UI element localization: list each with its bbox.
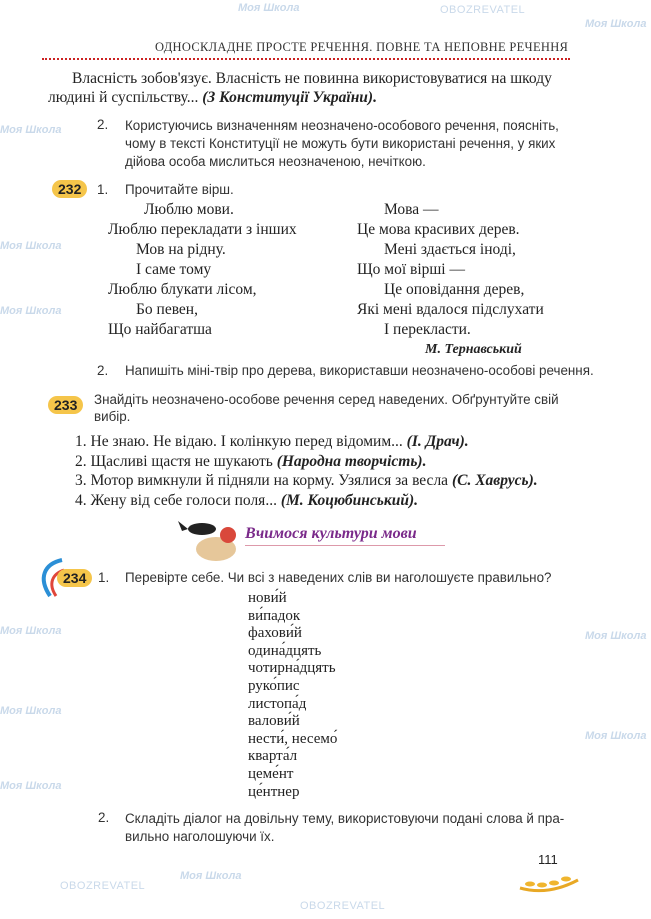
line: Користуючись визначенням неозначено-особового речення, поясніть, <box>125 118 559 133</box>
ex232-task2: Напишіть міні-твір про дерева, використавши неозначено-особові речення. <box>125 363 594 378</box>
bird-flower-icon <box>178 515 244 565</box>
line: Складіть діалог на довільну тему, використовуючи подані слова й пра- <box>125 811 565 826</box>
sentence-text: 4. Жену від себе голоси поля... <box>75 491 277 509</box>
line: Знайдіть неозначено-особове речення серед наведених. Обґрунтуйте свій <box>94 392 559 407</box>
word: фахови́й <box>248 625 302 642</box>
intro-source: (З Конституції України). <box>202 89 377 106</box>
sentence-text: 3. Мотор вимкнули й підняли на корму. Узялися за весла <box>75 472 449 489</box>
word: цеме́нт <box>248 765 294 782</box>
badge-number: 233 <box>48 396 83 414</box>
watermark: OBOZREVATEL <box>300 900 386 912</box>
poem-line: І перекласти. <box>384 321 471 338</box>
exercise-232-badge <box>52 180 87 199</box>
line: вибір. <box>94 409 131 424</box>
sentence-3 <box>75 471 538 491</box>
sentence-text: 1. Не знаю. Не відаю. І колінкую перед відомим... <box>75 433 403 450</box>
watermark: Моя Школа <box>0 705 62 717</box>
word: листопа́д <box>248 695 307 712</box>
poem-line: Це мова красивих дерев. <box>357 221 520 238</box>
sentence-source: (М. Коцюбинський). <box>280 491 418 509</box>
sentence-source: (Народна творчість). <box>276 452 427 470</box>
badge-number: 234 <box>57 569 92 587</box>
watermark: Моя Школа <box>585 730 647 742</box>
ex232-task: Прочитайте вірш. <box>125 182 234 197</box>
poem-right-column <box>357 200 544 340</box>
watermark: Моя Школа <box>0 305 62 317</box>
sentence-1 <box>75 432 538 452</box>
poem-line: Це оповідання дерев, <box>384 281 525 298</box>
poem-line: Які мені вдалося підслухати <box>357 301 544 318</box>
poem-line: Люблю мови. <box>144 201 234 218</box>
exercise-233-badge <box>48 396 83 415</box>
prev-task-text <box>125 117 559 171</box>
intro-text: людині й суспільству... <box>48 89 199 106</box>
poem-line: Люблю блукати лісом, <box>108 281 257 298</box>
poem-line: І саме тому <box>136 261 212 278</box>
poem-line: Мов на рідну. <box>136 241 226 258</box>
poem-line: Мова — <box>384 201 439 218</box>
poem-line: Люблю перекладати з інших <box>108 221 297 238</box>
watermark: Моя Школа <box>238 2 300 14</box>
prev-task-number: 2. <box>97 117 109 132</box>
watermark: Моя Школа <box>0 240 62 252</box>
word: нови́й <box>248 590 287 606</box>
ex234-task: Перевірте себе. Чи всі з наведених слів ви наголошуєте правильно? <box>125 570 552 585</box>
poem-author: М. Тернавський <box>425 342 522 357</box>
ex234-task2-number: 2. <box>98 810 110 825</box>
intro-line-1: Власність зобов'язує. Власність не повинна використовуватися на шкоду <box>72 70 552 87</box>
word: чотирна́дцять <box>248 660 336 677</box>
page-number: 111 <box>538 852 558 867</box>
ex234-task2 <box>125 810 564 846</box>
ex234-task-number: 1. <box>98 570 110 585</box>
line: вильно наголошуючи їх. <box>125 829 275 844</box>
running-header: ОДНОСКЛАДНЕ ПРОСТЕ РЕЧЕННЯ. ПОВНЕ ТА НЕПОВНЕ РЕЧЕННЯ <box>155 40 569 54</box>
sentence-text: 2. Щасливі щастя не шукають <box>75 452 273 470</box>
watermark: OBOZREVATEL <box>60 880 146 892</box>
word: кварта́л <box>248 748 298 765</box>
laurel-decoration-icon <box>518 866 580 894</box>
poem-line: Бо певен, <box>136 301 198 318</box>
ex232-task-number: 1. <box>97 182 109 197</box>
intro-line-2 <box>48 89 377 107</box>
poem-left-column <box>108 200 297 340</box>
word: руко́пис <box>248 677 300 694</box>
word: валови́й <box>248 713 300 730</box>
line: дійова особа мислиться неозначеною, нечіткою. <box>125 154 426 169</box>
ex233-sentences <box>75 432 538 510</box>
watermark: Моя Школа <box>585 18 647 30</box>
line: чому в тексті Конституції не можуть бути використані речення, у яких <box>125 136 556 151</box>
watermark: Моя Школа <box>0 625 62 637</box>
word: це́нтнер <box>248 783 300 800</box>
badge-number: 232 <box>52 180 87 198</box>
watermark: OBOZREVATEL <box>440 4 526 16</box>
ex233-task <box>94 391 559 425</box>
sentence-source: (І. Драч). <box>406 433 469 450</box>
header-divider <box>42 58 570 60</box>
word: нести́, несемо́ <box>248 730 338 747</box>
watermark: Моя Школа <box>0 124 62 136</box>
section-title: Вчимося культури мови <box>245 525 445 546</box>
sentence-4 <box>75 491 538 511</box>
poem-line: Мені здається іноді, <box>384 241 516 258</box>
watermark: Моя Школа <box>180 870 242 882</box>
poem-line: Що найбагатша <box>108 321 212 338</box>
ex232-task2-number: 2. <box>97 363 109 378</box>
word: ви́падок <box>248 607 301 624</box>
watermark: Моя Школа <box>585 630 647 642</box>
watermark: Моя Школа <box>0 780 62 792</box>
poem-line: Що мої вірші — <box>357 261 465 278</box>
word: одина́дцять <box>248 642 322 659</box>
stress-word-list <box>248 590 337 801</box>
sentence-source: (С. Хаврусь). <box>451 472 538 489</box>
sentence-2 <box>75 452 538 472</box>
exercise-234-badge <box>57 569 92 588</box>
